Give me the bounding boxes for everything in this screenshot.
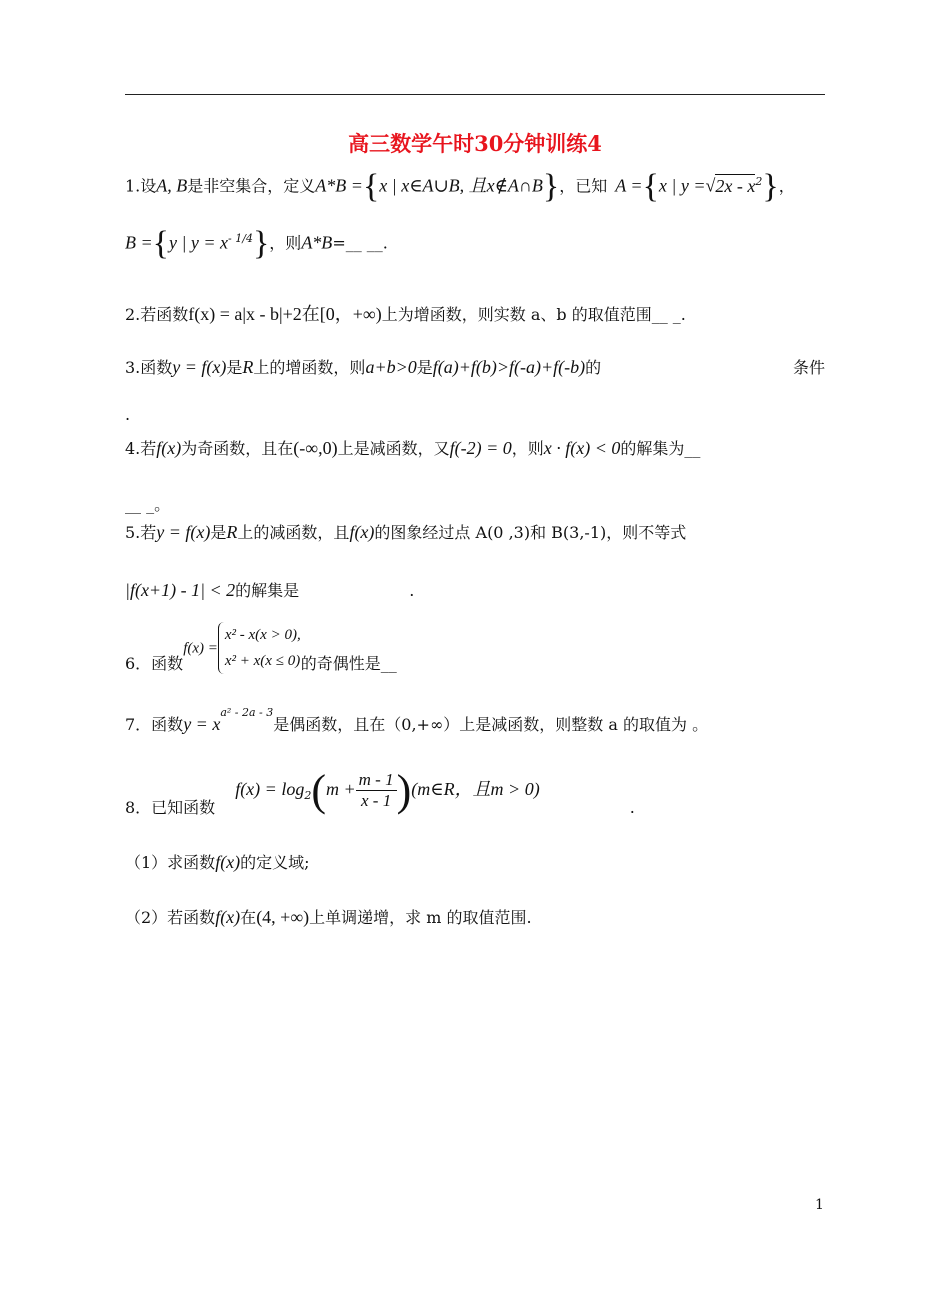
question-3-end: .: [125, 405, 131, 424]
q2-text: 上为增函数，则实数 a、b 的取值范围__ _.: [381, 305, 686, 324]
q1-sets: A, B: [156, 175, 188, 196]
q1-text: ，则: [269, 233, 302, 253]
q8-fraction: [356, 770, 397, 811]
q7-text: 是偶函数，且在（0,+∞）上是减函数，则整数 a 的取值为 。: [273, 715, 709, 734]
q8-interval: (4, +∞): [256, 907, 310, 927]
header-rule: [125, 94, 825, 95]
q6-lhs: f(x) =: [183, 640, 218, 657]
question-8: [125, 765, 635, 818]
left-paren: (: [311, 766, 326, 815]
q1-text: =__ __.: [332, 233, 388, 253]
question-1-line-2: [125, 225, 388, 263]
q4-ineq: x · f(x) < 0: [543, 438, 621, 458]
q5-func: y = f(x): [156, 522, 211, 542]
q2-expr: f(x) = a|x - b|+2在[0，+∞): [188, 304, 382, 324]
question-3: [125, 355, 825, 378]
page-title: 高三数学午时30分钟训练4: [348, 131, 602, 156]
question-4-end: __ _。: [125, 495, 171, 514]
q8-text: 的定义域;: [240, 853, 310, 872]
q6-text: 6．函数: [125, 654, 184, 673]
q4-interval: (-∞,0): [293, 438, 338, 458]
question-4: [125, 436, 700, 459]
q4-text: 4.若: [125, 439, 157, 458]
q4-text: 上是减函数，又: [337, 439, 450, 458]
q5-text: 5.若: [125, 523, 157, 542]
left-brace: {: [152, 225, 169, 262]
question-6: [125, 622, 397, 674]
q8-text: 上单调递增，求 m 的取值范围.: [309, 908, 532, 927]
q1-A-exp: 2: [755, 175, 763, 189]
q4-val: f(-2) = 0: [449, 438, 512, 458]
question-1-line-1: 1.设A, B是非空集合，定义A*B ={x | x∈A∪B, 且x∉A∩B}，已知 A ={x | $y =√2x - x^2$}，: [125, 168, 795, 205]
q6-text: 的奇偶性是__: [300, 654, 397, 673]
q4-text: 的解集为__: [620, 439, 701, 458]
question-8-part-2: [125, 905, 532, 928]
q8-text: （2）若函数: [125, 908, 216, 927]
q1-B-lhs: B =: [125, 232, 153, 253]
left-brace: {: [362, 168, 380, 205]
q3-ineq: f(a)+f(b)>f(-a)+f(-b): [432, 357, 586, 377]
q1-A-lhs: A =: [615, 175, 643, 196]
q5-R: R: [226, 522, 238, 542]
q3-text: 3.函数: [125, 358, 173, 377]
q8-lhs: f(x) = log: [235, 779, 305, 799]
q3-cond: a+b>0: [365, 357, 417, 377]
q8-func: f(x): [215, 852, 241, 872]
q8-base: 2: [304, 789, 312, 803]
question-5-line-2: [125, 578, 414, 601]
question-5: [125, 520, 686, 543]
q3-text: 是: [416, 358, 433, 377]
q1-text: ，: [778, 176, 795, 196]
q8-func: f(x): [215, 907, 241, 927]
right-brace: }: [542, 168, 560, 205]
q6-case-1: x² - x(x > 0),: [224, 627, 301, 643]
q5-text: 是: [210, 523, 227, 542]
q1-A-sqrt: 2x - x: [715, 175, 756, 196]
q3-text: 条件: [792, 358, 825, 377]
q6-piecewise: [218, 622, 301, 674]
question-7: [125, 705, 709, 735]
q7-expr: y = x: [183, 714, 221, 734]
q4-text: 为奇函数，且在: [181, 439, 294, 458]
q5-ineq: |f(x+1) - 1| < 2: [125, 580, 236, 600]
right-brace: }: [762, 168, 779, 205]
question-8-part-1: [125, 850, 310, 873]
q3-text: 上的增函数，则: [253, 358, 366, 377]
q1-text: 1.设: [125, 176, 157, 196]
q5-text: .: [409, 581, 415, 600]
q8-numerator: m - 1: [356, 770, 397, 791]
q8-text: 8．已知函数: [125, 798, 216, 817]
right-paren: ): [396, 766, 412, 815]
q8-denominator: x - 1: [361, 791, 392, 810]
q5-text: 的图象经过点 A(0 ,3)和 B(3,-1)，则不等式: [374, 523, 687, 542]
q8-cond: (m∈R，且m > 0): [411, 779, 540, 799]
q8-text: （1）求函数: [125, 853, 216, 872]
q5-text: 上的减函数，且: [237, 523, 350, 542]
left-brace: {: [642, 168, 659, 205]
q1-text: 是非空集合，定义: [187, 176, 316, 196]
question-2: [125, 300, 686, 326]
q1-ask: A*B: [301, 232, 333, 253]
q7-exp: a² - 2a - 3: [220, 705, 274, 719]
page-number: 1: [815, 1197, 824, 1213]
q3-text: 是: [226, 358, 243, 377]
q5-func2: f(x): [349, 522, 375, 542]
q1-def-body: x | x∈A∪B, 且x∉A∩B: [379, 175, 543, 196]
q8-text: 在: [240, 908, 257, 927]
q8-m: m +: [325, 779, 356, 799]
q8-text: .: [629, 798, 635, 817]
q3-R: R: [242, 357, 254, 377]
q7-text: 7．函数: [125, 715, 184, 734]
q4-func: f(x): [156, 438, 182, 458]
q4-text: ，则: [511, 439, 544, 458]
q5-text: 的解集是: [235, 581, 300, 600]
q2-text: 2.若函数: [125, 305, 189, 324]
right-brace: }: [252, 225, 270, 262]
q1-text: ，已知: [559, 176, 608, 196]
q3-text: 的: [585, 358, 602, 377]
q6-case-2: x² + x(x ≤ 0): [224, 653, 301, 669]
q1-def-lhs: A*B =: [315, 175, 363, 196]
q1-A-body: x | y =: [658, 175, 706, 196]
q1-B-exp: - 1/4: [228, 232, 253, 246]
q3-func: y = f(x): [172, 357, 227, 377]
q1-B-body: y | y = x: [168, 232, 229, 253]
